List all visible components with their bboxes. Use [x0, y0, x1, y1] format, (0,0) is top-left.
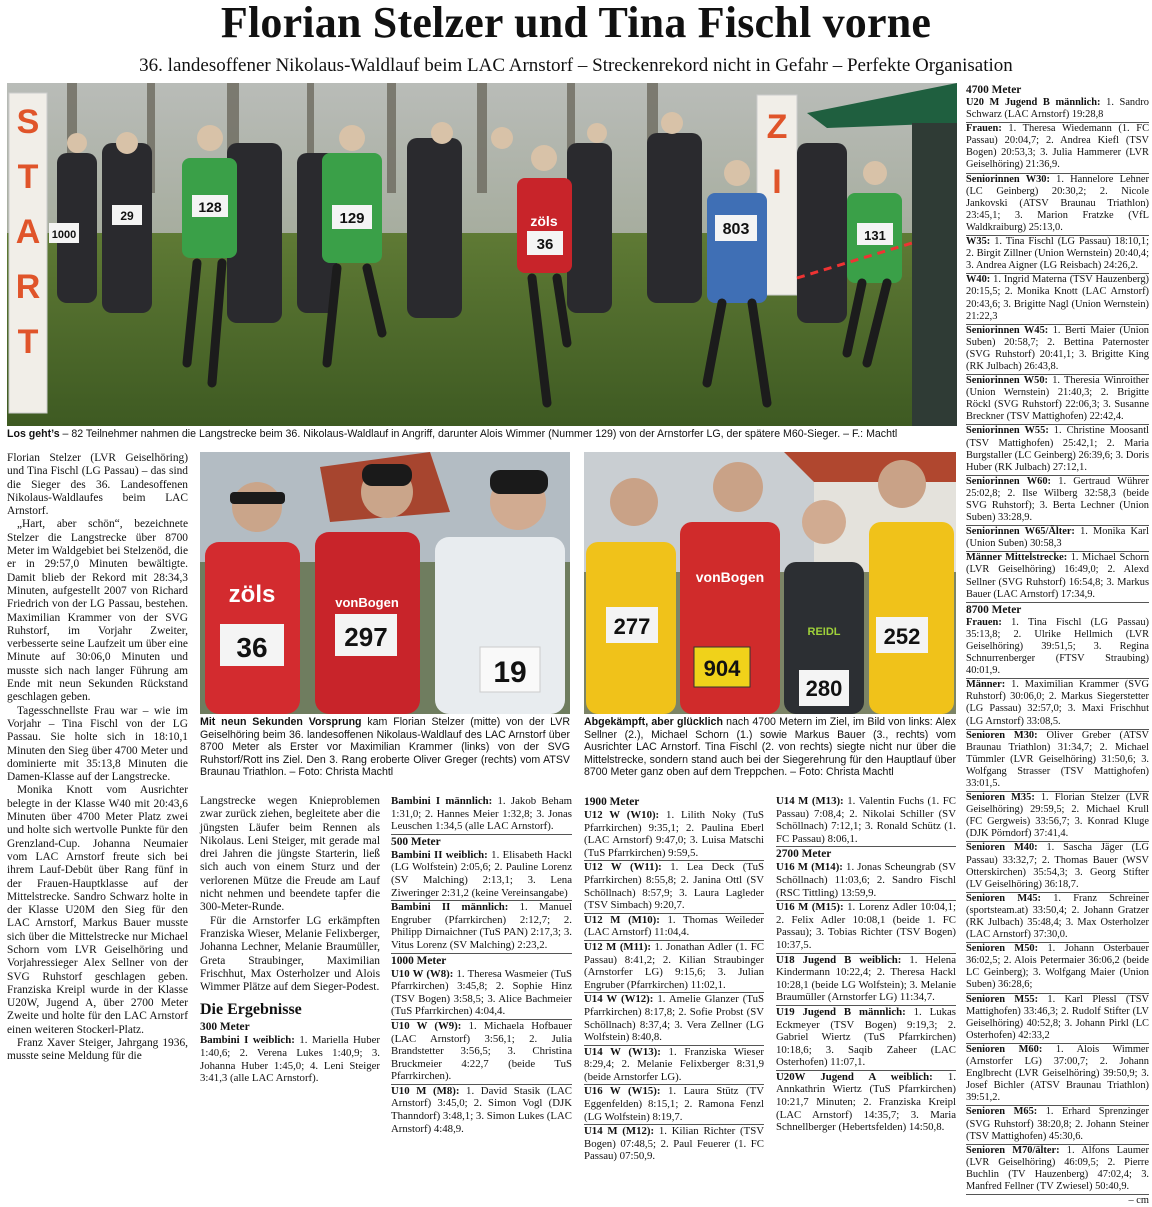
results-text: Oliver Greber (ATSV Braunau Triathlon) 31:34,7; 2. Michael Tümmler (LVR Geiselhöring) 31:50,6; 3. Wolfgang Strasser (TSV Mattighofen) 33:01,5. [966, 729, 1150, 789]
results-category: U10 W (W9): [391, 1019, 462, 1032]
results-entry [966, 375, 1149, 425]
results-distance-heading: 2700 Meter [776, 848, 832, 861]
results-entry [584, 993, 764, 1045]
results-text: 1. Jonathan Adler (1. FC Passau) 8:41,2; 2. Kilian Straubinger (Arnstorfer LG) 9:15,6; 3. Julian Engruber (Pfarrkirchen) 11:02,1. [584, 940, 764, 991]
results-entry [584, 861, 764, 913]
results-entry [391, 968, 572, 1020]
article-paragraph: Langstrecke wegen Knieproblemen zwar zurück ziehen, begleitete aber die jüngsten Läufer beim Rennen als Nikolaus. Leni Steiger, mit gerade mal drei Jahren die jüngste Starterin, ließ sich auch von einem Sturz und der verlorenen Mütze die Freude am Lauf nicht nehmen und beendete tapfer die 300-Meter-Runde. [200, 795, 380, 914]
results-text: 1. Lorenz Adler 10:04,1; 2. Felix Adler 10:08,1 (beide 1. FC Passau); 3. Tobias Richter (TSV Bogen) 10:37,5. [776, 901, 956, 951]
results-entry [776, 1071, 956, 1135]
svg-text:A: A [15, 213, 41, 251]
subheadline: 36. landesoffener Nikolaus-Waldlauf beim LAC Arnstorf – Streckenrekord nicht in Gefahr – Perfekte Organisation [139, 55, 1013, 76]
main-photo [7, 83, 957, 426]
results-column-4 [584, 795, 765, 1163]
bib-number: 131 [864, 228, 886, 243]
results-text: 1. Monika Karl (Union Suben) 30:58,3 [966, 526, 1149, 550]
results-category: Seniorinnen W45: [966, 324, 1049, 336]
results-category: Senioren M60: [966, 1043, 1043, 1055]
results-column-5 [776, 795, 957, 1134]
results-category: U16 M (M14): [776, 861, 843, 874]
results-text: 1. Theresia Winroither (Union Wernstein) 21:40,3; 2. Brigitte Röckl (SVG Ruhstorf) 22:06,3; 3. Susanne Breckner (TSV Mattighofen) 22:42,4. [966, 375, 1149, 423]
results-text: 1. Maximilian Krammer (SVG Ruhstorf) 30:06,0; 2. Markus Siegerstetter (LG Passau) 32:57,0; 3. Maxi Frischhut (LG Arnstorf) 33:08,5. [966, 679, 1149, 727]
bib-number: 252 [883, 624, 921, 649]
shirt-text: vonBogen [335, 595, 399, 610]
results-entry [391, 1085, 572, 1136]
results-text: 1. Tina Fischl (LG Passau) 18:10,1; 2. Birgit Zillner (Union Wernstein) 20:40,4; 3. Andrea Aigner (LG Reisbach) 24:26,2. [966, 236, 1149, 272]
svg-text:R: R [15, 268, 41, 306]
results-text: 1. Valentin Fuchs (1. FC Passau) 7:08,4; 2. Nikolai Schiller (SV Schöllnach) 7:12,1; 3. Ronald Schütz (1. FC Passau) 8:06,1. [776, 795, 956, 845]
results-entry [584, 809, 764, 861]
results-entry [966, 236, 1149, 274]
results-entry [966, 526, 1149, 552]
results-text: 1. Annkathrin Wiertz (TuS Pfarrkirchen) 10:21,7 Minuten; 2. Franziska Kreipl (LAC Arnstorf) 14:35,7; 3. Maria Schnellberger (Hebertsfelden) 14:50,8. [776, 1070, 956, 1134]
results-category: U10 M (M8): [391, 1084, 460, 1097]
caption-lead: Abgekämpft, aber glücklich [584, 716, 723, 728]
results-category: Seniorinnen W50: [966, 375, 1048, 387]
svg-text:S: S [16, 103, 40, 141]
results-distance-heading: 500 Meter [391, 835, 441, 848]
results-category: Senioren M70/älter: [966, 1144, 1060, 1156]
main-photo-caption [7, 428, 957, 441]
start-sign [9, 93, 47, 413]
results-category: Bambini I weiblich: [200, 1034, 295, 1047]
finishers-photo [584, 452, 956, 714]
svg-text:T: T [17, 158, 39, 196]
bib-number: 36 [536, 236, 554, 253]
results-category: Seniorinnen W55: [966, 425, 1049, 437]
results-entry [966, 274, 1149, 324]
article-paragraph: Franz Xaver Steiger, Jahrgang 1936, musste seine Meldung für die [7, 1037, 188, 1063]
bib-number: 1000 [51, 229, 77, 241]
results-text: 1. Hannelore Lehner (LC Geinberg) 20:30,2; 2. Nicole Jankovski (ATSV Braunau Triathlon) 23:45,1; 3. Marion Fratzke (VfL Waldkraiburg) 25:13,0. [966, 173, 1150, 233]
results-entry [966, 97, 1149, 123]
results-entry [966, 425, 1149, 475]
results-entry [966, 792, 1149, 842]
shirt-text: REIDL [807, 626, 841, 638]
results-text: 1. Alois Wimmer (Arnstorfer LG) 37:00,7; 2. Johann Englbrecht (LVR Geiselhöring) 39:50,9; 3. Josef Bichler (ATSV Braunau Triathlon) 39:51,2. [966, 1043, 1149, 1104]
caption-lead: Los geht’s [7, 428, 60, 440]
results-entry [966, 730, 1149, 792]
results-text: 1. Helena Kindermann 10:22,4; 2. Theresa Hackl 10:28,1 (beide LG Wolfstein); 3. Melanie Braumüller (Arnstorfer LG) 11:34,7. [776, 953, 957, 1004]
bib-number: 29 [120, 209, 134, 223]
results-text: 1. Mariella Huber 1:40,6; 2. Verena Lukes 1:40,9; 3. Johanna Huber 1:45,0; 4. Leni Steiger 3:41,3 (alle LAC Arnstorf). [200, 1034, 380, 1085]
results-text: 1. Lukas Eckmeyer (TSV Bogen) 9:19,3; 2. Gabriel Wiertz (TuS Pfarrkirchen) 10:18,6; 3. Saqib Zaheer (LAC Osterhofen) 11:07,1. [776, 1005, 956, 1069]
caption-text: kam Florian Stelzer (mitte) von der LVR Geiselhöring beim 36. landesoffenen Nikolaus-Waldlauf des LAC Arnstorf über 8700 Meter als Erster vor Maximilian Krammer (links) von der SVG Ruhstorf/Rott ins Ziel. Den 3. Rang eroberte Oliver Greger (rechts) vom ATSV Braunau Triathlon. – Foto: Christa Machtl [200, 716, 571, 779]
results-title: Die Ergebnisse [200, 1001, 302, 1019]
results-text: 1. Jonas Scheungrab (SV Schöllnach) 11:03,6; 2. Sandro Fischl (RSC Tittling) 13:59,9. [776, 861, 956, 899]
results-text: 1. Michaela Hofbauer (LAC Arnstorf) 3:56,1; 2. Julia Brandstetter 3:56,5; 3. Christina Bruckmeier 4:22,7 (beide TuS Pfarrkirchen). [391, 1019, 572, 1083]
results-entry [584, 941, 764, 993]
bib-number: 128 [198, 199, 222, 215]
results-entry [966, 552, 1149, 602]
results-category: U12 M (M11): [584, 940, 652, 953]
results-entry [966, 1145, 1149, 1195]
article-column-2 [200, 795, 380, 1114]
results-category: Seniorinnen W30: [966, 173, 1050, 185]
article-paragraph: Für die Arnstorfer LG erkämpften Franziska Wieser, Melanie Felixberger, Johanna Lechner, Melanie Braumüller, Greta Straubinger, Maximilian Frischhut, Max Osterholzer und Alois Wimmer Plätze auf dem Sieger-Podest. [200, 914, 380, 994]
results-category: Seniorinnen W60: [966, 475, 1051, 487]
results-text: 1. Laura Stütz (TV Eggenfelden) 8:15,1; 2. Ramona Fenzl (LG Wolfstein) 8:19,7. [584, 1085, 764, 1123]
results-category: Senioren M55: [966, 993, 1039, 1005]
results-text: 1. Alfons Laumer (LVR Geiselhöring) 46:09,5; 2. Pierre Buchlin (TV Hauzenberg) 47:02,4; 3. Manfred Fellner (TV Zwiesel) 50:40,9. [966, 1144, 1149, 1192]
results-category: U14 W (W13): [584, 1045, 661, 1058]
results-distance-heading: 300 Meter [200, 1021, 250, 1034]
results-entry [966, 325, 1149, 375]
results-text: 1. Manuel Engruber (Pfarrkirchen) 2:12,7; 2. Philipp Dirnaichner (TuS PAN) 2:17,3; 3. Vitus Lorenz (SV Malching) 2:23,2. [391, 901, 572, 951]
results-category: Bambini II männlich: [391, 901, 509, 914]
article-paragraph: „Hart, aber schön“, bezeichnete Stelzer die Langstrecke über 8700 Meter im Waldgebiet bei Stelzenöd, die er in 29:57,0 Minuten bewältigte. Damit blieb der Rekord mit 28:34,3 Minuten, aufgestellt 2007 von Richard Friedrich von der LG Passau, bestehen. Maximilian Krammer von der SVG Ruhstorf, im Vorjahr Zweiter, verbesserte seine Laufzeit um über eine Minute auf 30:06,0 Minuten und musste sich nach langer Führung am Ende mit neun Sekunden Rückstand geschlagen geben. [7, 518, 188, 704]
results-entry [966, 174, 1149, 236]
results-text: 1. Franziska Wieser 8:29,4; 2. Melanie Felixberger 8:31,9 (beide Arnstorfer LG). [584, 1045, 764, 1083]
results-column-2 [200, 1021, 380, 1085]
article-column-1 [7, 452, 188, 1114]
results-text: 1. Erhard Sprenzinger (SVG Ruhstorf) 38:20,8; 2. Johann Steiner (TSV Mattighofen) 45:30,6. [966, 1106, 1149, 1142]
results-category: Frauen: [966, 616, 1002, 628]
results-text: 1. Theresa Wasmeier (TuS Pfarrkirchen) 3:45,8; 2. Sophie Hinz (TSV Bogen) 3:58,5; 3. Alice Bachmeier (TuS Pfarrkirchen) 4:04,4. [391, 967, 572, 1018]
bib-number: 277 [613, 614, 651, 639]
results-entry [966, 123, 1149, 173]
caption-lead: Mit neun Sekunden Vorsprung [200, 716, 362, 728]
results-text: 1. Tina Fischl (LG Passau) 35:13,8; 2. Ulrike Hellmich (LVR Geiselhöring) 39:51,5; 3. Regina Schnurrenberger (FTSV Straubing) 40:01,9. [966, 616, 1149, 677]
results-text: 1. Gertraud Wührer 25:02,8; 2. Ilse Wilberg 32:58,3 (beide SVG Ruhstorf); 3. Berta Lechner (Union Suben) 33:28,9. [966, 475, 1149, 524]
article-paragraph: Florian Stelzer (LVR Geiselhöring) und Tina Fischl (LG Passau) – das sind die Sieger des 36. Landesoffenen Nikolaus-Waldlaufes beim LAC Arnstorf. [7, 452, 188, 518]
results-text: 1. Kilian Richter (TSV Bogen) 07:48,5; 2. Paul Feuerer (1. FC Passau) 07:50,9. [584, 1125, 764, 1163]
finishers-photo-caption [584, 716, 956, 779]
results-entry [584, 1125, 764, 1164]
results-text: 1. Karl Plessl (TSV Mattighofen) 33:46,3; 2. Rudolf Stifter (LV Geiselhöring) 40:52,8; 3. Johann Pirkl (LC Osterhofen) 42:33,2 [966, 993, 1149, 1041]
results-column-3 [391, 795, 573, 1135]
results-category: Senioren M30: [966, 729, 1038, 741]
results-entry [776, 795, 956, 847]
results-text: 1. Lea Deck (TuS Pfarrkirchen) 8:55,8; 2. Janina Ottl (SV Schöllnach) 8:57,9; 3. Laura Lagleder (TSV Simbach) 9:20,7. [584, 861, 764, 912]
results-text: 1. Lilith Noky (TuS Pfarrkirchen) 9:35,1; 2. Paulina Eberl (LAC Arnstorf) 9:47,0; 3. Luisa Matschi (TuS Pfarrkirchen) 9:59,5. [584, 809, 764, 859]
bib-number: 280 [805, 676, 843, 701]
bib-number: 803 [722, 221, 750, 238]
results-category: U14 M (M12): [584, 1125, 655, 1138]
svg-text:Z: Z [766, 108, 788, 146]
results-entry [584, 1085, 764, 1125]
results-entry [776, 954, 956, 1006]
results-text: 1. Sandro Schwarz (LAC Arnstorf) 19:28,8 [966, 97, 1149, 121]
results-entry [584, 1046, 764, 1086]
bib-number: 36 [236, 632, 268, 663]
results-entry [966, 1106, 1149, 1144]
results-category: Frauen: [966, 123, 1002, 135]
svg-text:zöls: zöls [530, 213, 558, 229]
results-text: 1. Elisabeth Hackl (LG Wolfstein) 2:05,6; 2. Pauline Lorenz (SV Malching) 2:13,1; 3. Lena Ziweringer 2:31,2 (keine Vereinsangabe) [391, 848, 573, 899]
caption-text: nach 4700 Metern im Ziel, im Bild von links: Alex Sellner (2.), Michael Schorn (1.) sowie Markus Bauer (3., rechts) vom Ausrichter LAC Arnstorf. Tina Fischl (2. von rechts) siegte nicht nur über die Mittelstrecke, sondern stand auch bei der Siegerehrung für den Hauptlauf über 8700 Meter ganz oben auf dem Treppchen. – Foto: Christa Machtl [584, 716, 957, 779]
results-text: 1. Christine Moosantl (TSV Mattighofen) 25:42,1; 2. Maria Burgstaller (LC Geinberg) 26:39,6; 3. Doris Huber (RK Julbach) 27:12,1. [966, 425, 1149, 473]
results-entry [776, 861, 956, 901]
results-category: U20W Jugend A weiblich: [776, 1070, 933, 1083]
bib-number: 129 [339, 210, 365, 227]
results-category: U18 Jugend B weiblich: [776, 953, 902, 966]
results-category: U12 M (M10): [584, 913, 660, 926]
author-tag: – cm [1128, 1195, 1149, 1207]
bib-number: 297 [344, 622, 388, 652]
results-category: Senioren M35: [966, 792, 1035, 804]
results-category: Männer Mittelstrecke: [966, 552, 1068, 564]
results-entry [966, 476, 1149, 526]
results-category: U12 W (W11): [584, 861, 662, 874]
results-entry [391, 1020, 572, 1085]
results-entry [776, 1006, 956, 1071]
results-entry [200, 1034, 380, 1085]
results-distance-heading: 4700 Meter [966, 84, 1022, 96]
results-text: 1. Franz Schreiner (sportsteam.at) 33:50,4; 2. Johann Gratzer (RK Julbach) 35:48,4; 3. Max Osterholzer (LAC Arnstorf) 37:30,0. [966, 892, 1149, 941]
results-category: U20 M Jugend B männlich: [966, 97, 1101, 108]
results-text: 1. David Stasik (LAC Arnstorf) 3:45,0; 2. Simon Vogl (DJK Thanndorf) 3:48,1; 3. Simon Lukes (LAC Arnstorf) 4:48,9. [391, 1084, 572, 1135]
results-entry [966, 617, 1149, 679]
results-category: U10 W (W8): [391, 967, 454, 980]
results-entry [966, 1044, 1149, 1106]
results-category: U19 Jugend B männlich: [776, 1005, 906, 1018]
results-text: 1. Ingrid Materna (TSV Hauzenberg) 20:15,5; 2. Monika Knott (LAC Arnstorf) 20:43,6; 3. Brigitte Nagl (Union Wernstein) 21:22,3 [966, 274, 1149, 322]
headline: Florian Stelzer und Tina Fischl vorne [220, 0, 932, 47]
results-entry [391, 795, 572, 835]
article-paragraph: Monika Knott vom Ausrichter belegte in der Klasse W40 mit 20:43,6 Minuten über 4700 Meter Platz zwei und holte sich wertvolle Punkte für den Grenzland-Cup. Johanna Neumaier vom LAC Arnstorf freute sich bei ihrem Lauf-Debüt über Rang fünf in der Frauen-Hauptklasse auf der Mittelstrecke. Sandro Schwarz holte in der Klasse U20M den Sieg für den LAC Arnstorf, Markus Bauer musste sich über die Mittelstrecke nur Michael Schorn vom LVR Geiselhöring und Vorjahressieger Alex Sellner von der SVG Ruhstorf geschlagen geben. Franziska Kreipl wurde in der Klasse U20W, Jugend A, über 2700 Meter Zweite und holte für den LAC Arnstorf einen weiteren Stockerl-Platz. [7, 784, 188, 1036]
results-distance-heading: 8700 Meter [966, 603, 1022, 616]
winners-photo [200, 452, 570, 714]
results-category: Senioren M40: [966, 842, 1038, 854]
results-category: U16 W (W15): [584, 1085, 661, 1098]
results-entry [584, 914, 764, 941]
bib-number: 904 [703, 656, 741, 681]
results-category: W40: [966, 274, 991, 286]
results-text: 1. Berti Maier (Union Suben) 20:58,7; 2. Bettina Paternoster (SVG Ruhstorf) 20:41,1; 3. Brigitte King (RK Julbach) 26:43,8. [966, 324, 1149, 372]
results-entry [776, 901, 956, 953]
results-distance-heading: 1000 Meter [391, 954, 447, 967]
results-category: U16 M (M15): [776, 901, 844, 914]
results-category: W35: [966, 236, 991, 248]
results-entry [966, 679, 1149, 729]
article-paragraph: Tagesschnellste Frau war – wie im Vorjahr – Tina Fischl von der LG Passau. Sie holte sich in 18:10,1 Minuten den Sieg über 4700 Meter und dominierte mit 35:13,8 Minuten die Damen-Klasse auf der Langstrecke. [7, 704, 188, 784]
results-entry [966, 842, 1149, 892]
svg-text:T: T [17, 323, 39, 361]
svg-text:I: I [772, 163, 782, 201]
results-category: Bambini II weiblich: [391, 848, 488, 861]
results-distance-heading: 1900 Meter [584, 796, 640, 808]
results-text: 1. Sascha Jäger (LG Passau) 33:32,7; 2. Thomas Bauer (WSV Otterskirchen) 35:54,3; 3. Georg Stifter (LV Geiselhöring) 36:18,7. [966, 842, 1149, 890]
results-entry [391, 901, 572, 953]
shirt-text: zöls [228, 581, 276, 608]
results-text: 1. Florian Stelzer (LVR Geiselhöring) 29:59,5; 2. Michael Krull (FC Gergweis) 33:56,7; 3. Konrad Kluge (DJK Pörndorf) 37:41,4. [966, 792, 1149, 840]
results-entry [966, 893, 1149, 943]
winners-photo-caption [200, 716, 570, 779]
shirt-text: vonBogen [695, 569, 765, 585]
results-entry [966, 994, 1149, 1044]
results-text: 1. Amelie Glanzer (TuS Pfarrkirchen) 8:17,8; 2. Sofie Probst (SV Schöllnach) 8:37,4; 3. Vera Zellner (LG Wolfstein) 8:40,8. [584, 993, 765, 1044]
results-category: U14 M (M13): [776, 795, 844, 807]
results-column-right [966, 83, 1150, 1207]
results-entry [391, 849, 572, 901]
results-text: 1. Thomas Weileder (LAC Arnstorf) 11:04,4. [584, 913, 764, 939]
results-category: Senioren M45: [966, 892, 1041, 904]
results-text: 1. Theresa Wiedemann (1. FC Passau) 20:04,7; 2. Andrea Kiefl (TSV Bogen) 20:53,3; 3. Julia Hammerer (LVR Geiselhöring) 21:36,9. [966, 123, 1149, 171]
results-category: Männer: [966, 679, 1006, 691]
results-entry [966, 943, 1149, 993]
results-category: Senioren M65: [966, 1106, 1038, 1118]
results-category: Bambini I männlich: [391, 795, 493, 807]
results-category: U14 W (W12): [584, 993, 654, 1006]
results-category: Senioren M50: [966, 943, 1039, 955]
results-category: U12 W (W10): [584, 809, 660, 821]
results-text: 1. Johann Osterbauer 36:02,5; 2. Alois Petermaier 36:06,2 (beide LC Geinberg); 3. Wolfgang Maier (Union Suben) 36:28,6; [966, 943, 1149, 991]
results-text: 1. Michael Schorn (LVR Geiselhöring) 16:49,0; 2. Alexd Sellner (SVG Ruhstorf) 16:54,8; 3. Markus Bauer (LAC Arnstorf) 17:34,9. [966, 552, 1149, 600]
results-text: 1. Jakob Beham 1:31,0; 2. Hannes Meier 1:32,8; 3. Jonas Leuschen 1:34,5 (alle LAC Arnstorf). [391, 795, 573, 833]
bib-number: 19 [493, 656, 527, 689]
results-category: Seniorinnen W65/Älter: [966, 526, 1075, 538]
caption-text: – 82 Teilnehmer nahmen die Langstrecke beim 36. Nikolaus-Waldlauf in Angriff, darunter Alois Wimmer (Nummer 129) von der Arnstorfer LG, der spätere M60-Sieger. – F.: Machtl [59, 428, 898, 440]
